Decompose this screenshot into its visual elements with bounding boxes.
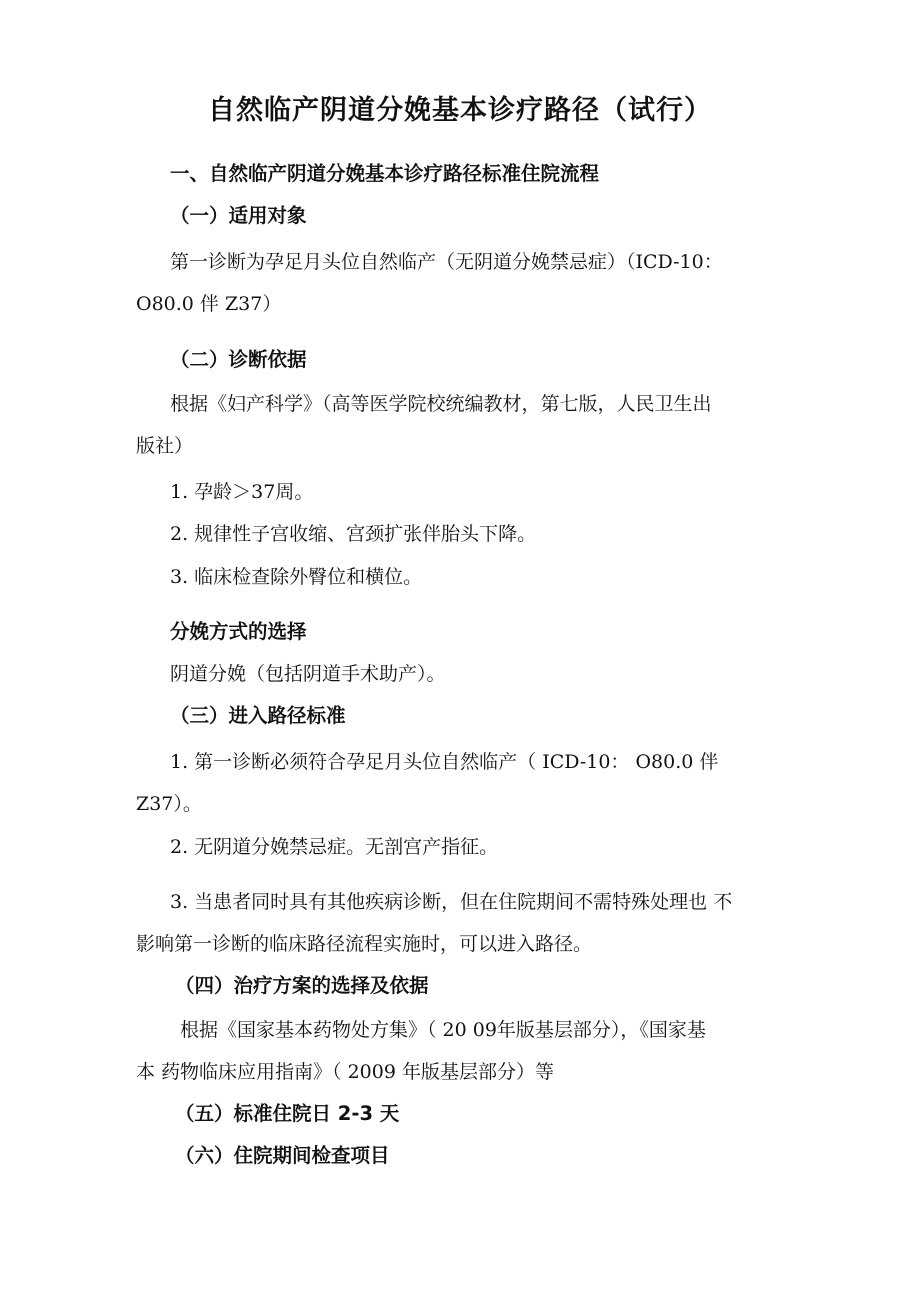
subsection-6-heading: （六）住院期间检查项目 [175, 1144, 390, 1167]
applicable-object-line-1: 第一诊断为孕足月头位自然临产（无阴道分娩禁忌症）（ICD-10： [170, 251, 723, 273]
subsection-5-heading: （五）标准住院日 2-3 天 [175, 1102, 400, 1125]
entry-criteria-item-3-line-2: 影响第一诊断的临床路径流程实施时，可以进入路径。 [136, 933, 593, 955]
section-1-heading: 一、自然临产阴道分娩基本诊疗路径标准住院流程 [170, 162, 600, 185]
diagnosis-basis-line-2: 版社） [136, 435, 194, 457]
diagnosis-item-2: 2. 规律性子宫收缩、宫颈扩张伴胎头下降。 [170, 523, 537, 545]
subsection-3-heading: （三）进入路径标准 [170, 704, 346, 727]
diagnosis-basis-line-1: 根据《妇产科学》（高等医学院校统编教材，第七版，人民卫生出 [170, 393, 712, 415]
subsection-1-heading: （一）适用对象 [170, 204, 307, 227]
entry-criteria-item-3-line-1: 3. 当患者同时具有其他疾病诊断，但在住院期间不需特殊处理也 不 [170, 891, 733, 913]
subsection-2-heading: （二）诊断依据 [170, 348, 307, 371]
treatment-basis-line-1: 根据《国家基本药物处方集》（ 20 09年版基层部分），《国家基 [180, 1019, 706, 1041]
diagnosis-item-1: 1. 孕龄＞37周。 [170, 481, 314, 503]
applicable-object-line-2: O80.0 伴 Z37） [136, 293, 282, 315]
treatment-basis-line-2: 本 药物临床应用指南》（ 2009 年版基层部分）等 [136, 1061, 554, 1083]
diagnosis-item-3: 3. 临床检查除外臀位和横位。 [170, 566, 423, 588]
delivery-method-text: 阴道分娩（包括阴道手术助产）。 [170, 663, 446, 685]
entry-criteria-item-2: 2. 无阴道分娩禁忌症。无剖宫产指征。 [170, 836, 499, 858]
delivery-method-heading: 分娩方式的选择 [170, 620, 307, 643]
subsection-4-heading: （四）治疗方案的选择及依据 [175, 974, 429, 997]
entry-criteria-item-1-line-2: Z37）。 [136, 793, 202, 815]
diagnosis-basis-paragraph [136, 390, 712, 460]
entry-criteria-item-1-line-1: 1. 第一诊断必须符合孕足月头位自然临产（ ICD-10： O80.0 伴 [170, 751, 719, 773]
document-title: 自然临产阴道分娩基本诊疗路径（试行） [208, 95, 712, 126]
